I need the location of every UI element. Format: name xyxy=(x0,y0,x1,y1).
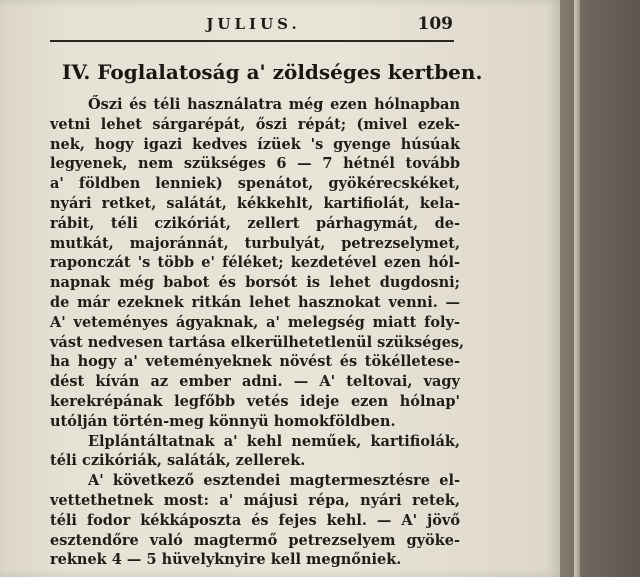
text-line: raponczát 's több e' féléket; kezdetével ezen hól- xyxy=(50,254,460,272)
page-number: 109 xyxy=(417,14,453,34)
text-line: A' veteményes ágyaknak, a' melegség miatt foly- xyxy=(50,313,460,331)
body-text xyxy=(50,95,465,570)
text-line: A' következő esztendei magtermesztésre el- xyxy=(88,472,460,490)
text-line: dést kíván az ember adni. — A' teltovai, vagy xyxy=(50,373,460,391)
text-line: Elplántáltatnak a' kehl neműek, kartifiolák, xyxy=(88,432,460,450)
section-heading: IV. Foglalatoság a' zöldséges kertben. xyxy=(62,60,483,84)
text-line: legyenek, nem szükséges 6 — 7 hétnél tovább xyxy=(50,155,460,173)
text-line: téli fodor kékkáposzta és fejes kehl. — A' jövő xyxy=(50,511,460,529)
text-line: kerekrépának legfőbb vetés ideje ezen hólnap' xyxy=(50,392,460,410)
text-line: vettethetnek most: a' májusi répa, nyári retek, xyxy=(50,491,460,509)
running-title: JULIUS. xyxy=(206,15,301,33)
book-binding-gutter xyxy=(552,0,640,577)
text-line: vetni lehet sárgarépát, őszi répát; (mivel ezek- xyxy=(50,115,460,133)
text-line: téli czikóriák, saláták, zellerek. xyxy=(50,452,306,470)
text-line: napnak még babot és borsót is lehet dugdosni; xyxy=(50,274,460,292)
text-line: mutkát, majoránnát, turbulyát, petrezselymet, xyxy=(50,234,460,252)
text-line: vást nedvesen tartása elkerülhetetlenül szükséges, xyxy=(50,333,465,351)
text-line: a' földben lenniek) spenátot, gyökérecskéket, xyxy=(50,175,460,193)
running-head xyxy=(52,12,455,38)
text-line: esztendőre való magtermő petrezselyem gyöke- xyxy=(50,531,460,549)
text-line: rábit, téli czikóriát, zellert párhagymát, de- xyxy=(50,214,460,232)
facing-page-edge xyxy=(574,0,580,577)
text-line: nyári retket, salátát, kékkehlt, kartifiolát, kela- xyxy=(50,194,460,212)
header-rule xyxy=(50,40,454,42)
text-line: Őszi és téli használatra még ezen hólnapban xyxy=(88,96,460,113)
text-line: de már ezeknek ritkán lehet hasznokat venni. — xyxy=(50,293,460,311)
text-line: nek, hogy igazi kedves ízüek 's gyenge húsúak xyxy=(50,135,460,153)
text-line: ha hogy a' veteményeknek növést és tökélletese- xyxy=(50,353,460,371)
text-line: utólján történ-meg könnyü homokföldben. xyxy=(50,412,396,430)
text-line: reknek 4 — 5 hüvelyknyire kell megnőniek. xyxy=(50,551,402,569)
